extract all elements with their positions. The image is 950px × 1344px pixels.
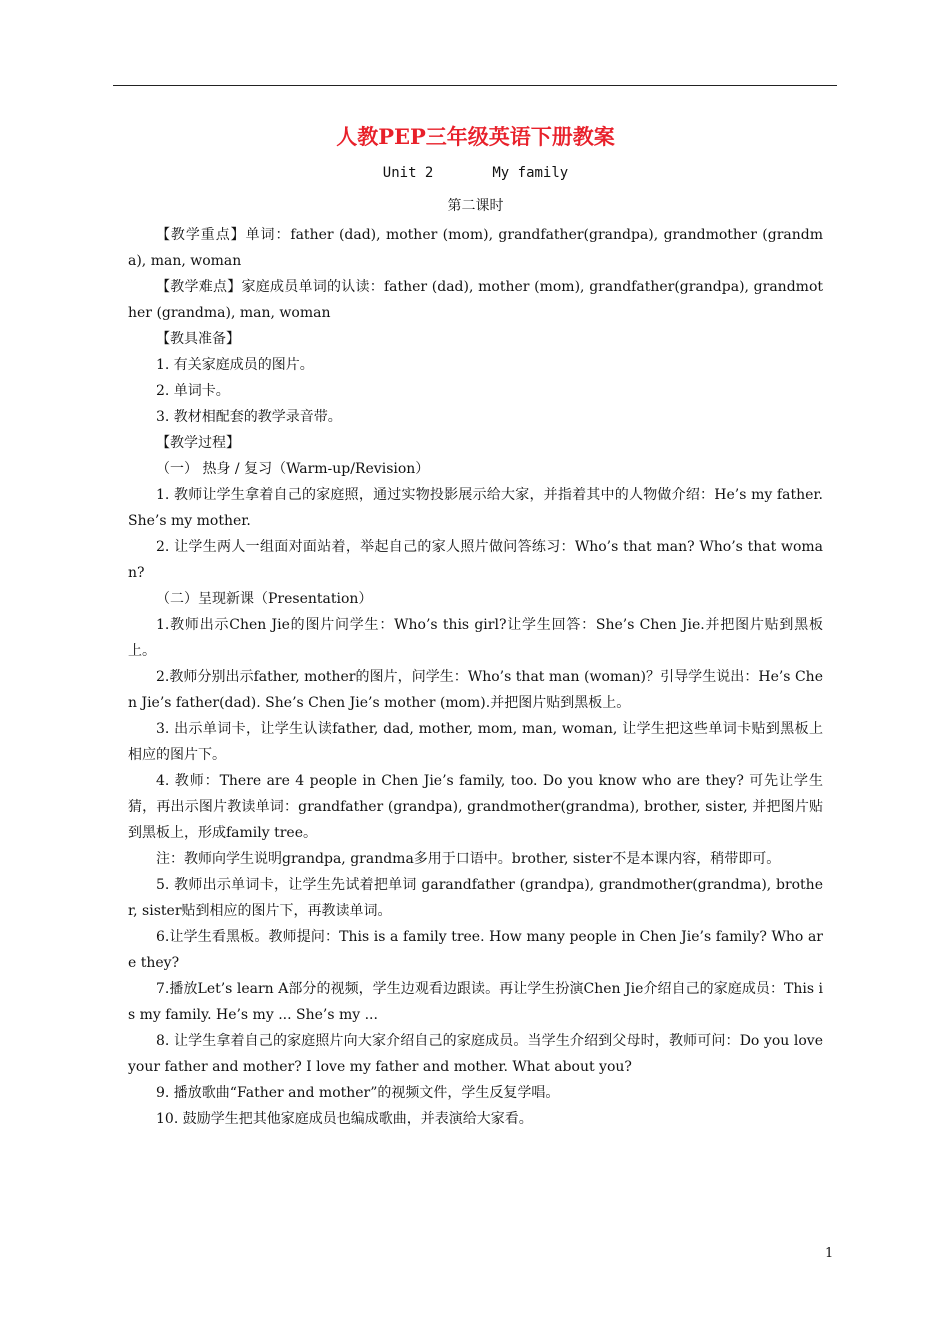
page-number: 1 (825, 1246, 834, 1261)
difficult-points: 【教学难点】家庭成员单词的认读：father (dad), mother (mom), grandfather(grandpa), grandmother (grandma), man, woman (128, 279, 823, 321)
step-paragraph: 7.播放Let’s learn A部分的视频，学生边观看边跟读。再让学生扮演Chen Jie介绍自己的家庭成员：This is my family. He’s my ... She’s my ... (128, 981, 823, 1023)
materials-item: 2. 单词卡。 (156, 383, 230, 399)
note-paragraph: 注：教师向学生说明grandpa, grandma多用于口语中。brother, sister不是本课内容，稍带即可。 (156, 851, 781, 867)
materials-item: 1. 有关家庭成员的图片。 (156, 357, 314, 373)
document-body (128, 118, 823, 1132)
unit-heading: Unit 2 My family (382, 165, 569, 181)
lesson-heading: 第二课时 (447, 198, 504, 214)
materials-item: 3. 教材相配套的教学录音带。 (156, 409, 342, 425)
step-paragraph: 3. 出示单词卡，让学生认读father, dad, mother, mom, man, woman, 让学生把这些单词卡贴到黑板上相应的图片下。 (128, 721, 823, 763)
step-paragraph: 2. 让学生两人一组面对面站着，举起自己的家人照片做问答练习：Who’s that man? Who’s that woman? (128, 539, 823, 581)
step-paragraph: 1. 教师让学生拿着自己的家庭照，通过实物投影展示给大家，并指着其中的人物做介绍：He’s my father. She’s my mother. (128, 487, 823, 529)
document-title: 人教PEP三年级英语下册教案 (336, 124, 615, 149)
materials-heading: 【教具准备】 (156, 331, 240, 347)
step-paragraph: 4. 教师：There are 4 people in Chen Jie’s family, too. Do you know who are they? 可先让学生猜，再出示图片教读单词：grandfather (grandpa), grandmother(grandma), brother, sister, 并把图片贴到黑板上，形成family tree。 (128, 773, 823, 841)
section-heading-warmup: （一） 热身 / 复习（Warm-up/Revision） (156, 461, 430, 477)
step-paragraph: 2.教师分别出示father, mother的图片，问学生：Who’s that man (woman)？引导学生说出：He’s Chen Jie’s father(dad). She’s Chen Jie’s mother (mom).并把图片贴到黑板上。 (128, 669, 823, 711)
step-paragraph: 6.让学生看黑板。教师提问：This is a family tree. How many people in Chen Jie’s family? Who are they? (128, 929, 823, 971)
step-paragraph: 8. 让学生拿着自己的家庭照片向大家介绍自己的家庭成员。当学生介绍到父母时，教师可问：Do you love your father and mother? I love my father and mother. What about you? (128, 1033, 823, 1075)
step-paragraph: 9. 播放歌曲“Father and mother”的视频文件，学生反复学唱。 (156, 1085, 560, 1101)
key-points: 【教学重点】单词：father (dad), mother (mom), grandfather(grandpa), grandmother (grandma), man, woman (128, 227, 823, 269)
section-heading-presentation: （二）呈现新课（Presentation） (156, 591, 373, 607)
step-paragraph: 5. 教师出示单词卡，让学生先试着把单词 garandfather (grandpa), grandmother(grandma), brother, sister贴到相应的图片下，再教读单词。 (128, 877, 823, 919)
header-rule (113, 85, 837, 86)
step-paragraph: 1.教师出示Chen Jie的图片问学生：Who’s this girl?让学生回答：She’s Chen Jie.并把图片贴到黑板上。 (128, 617, 823, 659)
process-heading: 【教学过程】 (156, 435, 240, 451)
step-paragraph: 10. 鼓励学生把其他家庭成员也编成歌曲，并表演给大家看。 (156, 1111, 533, 1127)
